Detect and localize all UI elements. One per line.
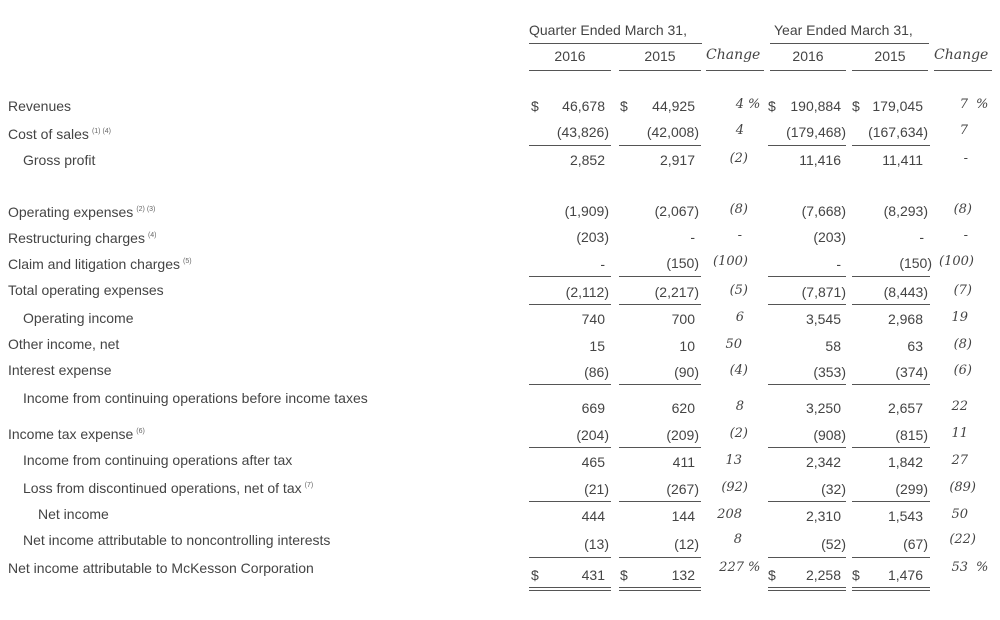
cell-y16-loss-discontinued-ops: (32) — [821, 481, 846, 497]
subtotal-rule — [768, 557, 846, 558]
cell-y15-loss-discontinued-ops: (299) — [895, 481, 928, 497]
total-double-rule — [529, 587, 611, 591]
cell-y15-operating-expenses: (8,293) — [883, 203, 928, 219]
cell-ychg-income-after-tax: 27 — [951, 453, 968, 468]
cell-y16-noncontrolling-interests: (52) — [821, 536, 846, 552]
header-underline-y-2015 — [852, 70, 928, 71]
dollar-sign: $ — [852, 567, 860, 583]
cell-ychg-income-tax-expense: 11 — [951, 426, 968, 441]
total-double-rule — [768, 587, 846, 591]
footnote-ref: (2) (3) — [136, 206, 156, 213]
cell-q16-cost-of-sales: (43,826) — [556, 124, 609, 140]
header-y-2015: 2015 — [874, 48, 906, 64]
header-q-change: Change — [706, 47, 761, 63]
cell-y15-claim-litigation-charges: (150) — [899, 255, 932, 271]
cell-qchg-net-income: 208 — [717, 507, 742, 522]
cell-q15-income-after-tax: 411 — [672, 454, 695, 470]
cell-qchg-other-income: 50 — [725, 337, 742, 352]
header-underline-y-2016 — [770, 70, 846, 71]
subtotal-rule — [619, 447, 701, 448]
cell-y15-operating-income: 2,968 — [887, 311, 923, 327]
footnote-ref: (7) — [304, 482, 314, 489]
row-label-total-operating-expenses: Total operating expenses — [8, 282, 164, 298]
row-label-noncontrolling-interests: Net income attributable to noncontrolling interests — [23, 532, 331, 548]
dollar-sign: $ — [852, 98, 860, 114]
subtotal-rule — [852, 501, 930, 502]
cell-q16-net-income: 444 — [581, 508, 605, 524]
quarter-group-header: Quarter Ended March 31, — [529, 22, 687, 38]
dollar-sign: $ — [531, 98, 539, 114]
cell-q16-claim-litigation-charges: - — [600, 256, 605, 272]
cell-q16-total-operating-expenses: (2,112) — [565, 284, 609, 300]
subtotal-rule — [852, 384, 930, 385]
cell-y16-total-operating-expenses: (7,871) — [801, 284, 846, 300]
footnote-ref: (6) — [136, 428, 145, 435]
subtotal-rule — [619, 145, 701, 146]
subtotal-rule — [619, 557, 701, 558]
cell-qchg-income-tax-expense: (2) — [729, 426, 748, 441]
subtotal-rule — [768, 145, 846, 146]
cell-ychg-operating-income: 19 — [951, 310, 968, 325]
row-label-claim-litigation-charges: Claim and litigation charges $^{(5)}$ — [8, 256, 192, 272]
quarter-group-rule — [529, 43, 702, 44]
dollar-sign: $ — [768, 567, 776, 583]
subtotal-rule — [529, 447, 611, 448]
header-underline-y-change — [934, 70, 992, 71]
total-double-rule — [619, 587, 701, 591]
cell-y15-income-before-taxes: 2,657 — [887, 400, 923, 416]
row-label-restructuring-charges: Restructuring charges $^{(4)}$ — [8, 230, 157, 246]
row-label-loss-discontinued-ops: Loss from discontinued operations, net of tax $^{(7)}$ — [23, 480, 314, 496]
cell-ychg-income-before-taxes: 22 — [951, 399, 968, 414]
cell-y15-other-income: 63 — [907, 338, 923, 354]
header-y-change: Change — [934, 47, 989, 63]
cell-qchg-loss-discontinued-ops: (92) — [721, 480, 748, 495]
header-q-2015: 2015 — [644, 48, 676, 64]
row-label-net-income: Net income — [38, 506, 109, 522]
cell-ychg-operating-expenses: (8) — [953, 202, 972, 217]
cell-y16-net-income: 2,310 — [805, 508, 841, 524]
cell-ychg-loss-discontinued-ops: (89) — [949, 480, 976, 495]
cell-ychg-total-operating-expenses: (7) — [953, 283, 972, 298]
cell-ychg-net-income-mckesson: 53 — [951, 560, 968, 575]
year-group-rule — [770, 43, 929, 44]
header-y-2016: 2016 — [792, 48, 824, 64]
subtotal-rule — [529, 384, 611, 385]
cell-qchg-interest-expense: (4) — [729, 363, 748, 378]
header-underline-q-2015 — [619, 70, 701, 71]
cell-ychg-other-income: (8) — [953, 337, 972, 352]
header-q-2016: 2016 — [554, 48, 586, 64]
cell-ychg-net-income: 50 — [951, 507, 968, 522]
cell-q16-operating-income: 740 — [581, 311, 605, 327]
cell-q15-net-income-mckesson: 132 — [671, 567, 695, 583]
footnote-ref: (1) (4) — [91, 128, 111, 135]
percent-sign: % — [748, 560, 761, 575]
percent-sign: % — [976, 97, 989, 112]
subtotal-rule — [768, 276, 846, 277]
cell-y16-revenues: 190,884 — [790, 98, 841, 114]
cell-q16-gross-profit: 2,852 — [569, 152, 605, 168]
row-label-income-before-taxes: Income from continuing operations before income taxes — [23, 390, 368, 406]
dollar-sign: $ — [768, 98, 776, 114]
row-label-operating-expenses: Operating expenses $^{(2) (3)}$ — [8, 204, 156, 220]
cell-qchg-total-operating-expenses: (5) — [729, 283, 748, 298]
cell-q15-other-income: 10 — [679, 338, 695, 354]
row-label-income-after-tax: Income from continuing operations after tax — [23, 452, 293, 468]
cell-q16-interest-expense: (86) — [584, 364, 609, 380]
cell-y15-revenues: 179,045 — [872, 98, 923, 114]
row-label-income-tax-expense: Income tax expense $^{(6)}$ — [8, 426, 145, 442]
footnote-ref: (4) — [147, 232, 157, 239]
subtotal-rule — [529, 501, 611, 502]
cell-y15-net-income-mckesson: 1,476 — [887, 567, 923, 583]
cell-y16-interest-expense: (353) — [813, 364, 846, 380]
subtotal-rule — [529, 276, 611, 277]
cell-ychg-interest-expense: (6) — [953, 363, 972, 378]
cell-q15-revenues: 44,925 — [652, 98, 695, 114]
subtotal-rule — [852, 276, 930, 277]
cell-q15-interest-expense: (90) — [674, 364, 699, 380]
cell-ychg-gross-profit: - — [963, 151, 968, 166]
cell-y15-cost-of-sales: (167,634) — [868, 124, 928, 140]
subtotal-rule — [852, 447, 930, 448]
cell-y15-net-income: 1,543 — [887, 508, 923, 524]
cell-y15-noncontrolling-interests: (67) — [903, 536, 928, 552]
cell-q15-gross-profit: 2,917 — [659, 152, 695, 168]
cell-q15-claim-litigation-charges: (150) — [666, 255, 699, 271]
cell-y15-income-tax-expense: (815) — [895, 427, 928, 443]
cell-ychg-revenues: 7 — [959, 97, 968, 112]
cell-q15-net-income: 144 — [671, 508, 695, 524]
cell-y16-income-before-taxes: 3,250 — [805, 400, 841, 416]
cell-qchg-operating-income: 6 — [735, 310, 744, 325]
cell-y16-restructuring-charges: (203) — [813, 229, 846, 245]
dollar-sign: $ — [620, 567, 628, 583]
cell-qchg-income-after-tax: 13 — [725, 453, 742, 468]
cell-q15-operating-income: 700 — [671, 311, 695, 327]
cell-q16-net-income-mckesson: 431 — [581, 567, 605, 583]
subtotal-rule — [619, 384, 701, 385]
cell-q16-income-tax-expense: (204) — [576, 427, 609, 443]
cell-q16-restructuring-charges: (203) — [576, 229, 609, 245]
row-label-interest-expense: Interest expense — [8, 362, 112, 378]
cell-q16-noncontrolling-interests: (13) — [584, 536, 609, 552]
cell-q15-noncontrolling-interests: (12) — [674, 536, 699, 552]
cell-q15-restructuring-charges: - — [690, 229, 695, 245]
cell-qchg-income-before-taxes: 8 — [735, 399, 744, 414]
year-group-header: Year Ended March 31, — [774, 22, 913, 38]
cell-y16-other-income: 58 — [825, 338, 841, 354]
subtotal-rule — [768, 447, 846, 448]
cell-y15-interest-expense: (374) — [895, 364, 928, 380]
row-label-operating-income: Operating income — [23, 310, 134, 326]
cell-q16-income-before-taxes: 669 — [581, 400, 605, 416]
cell-q15-income-before-taxes: 620 — [671, 400, 695, 416]
subtotal-rule — [619, 276, 701, 277]
cell-y16-claim-litigation-charges: - — [836, 256, 841, 272]
subtotal-rule — [852, 557, 930, 558]
cell-q15-income-tax-expense: (209) — [666, 427, 699, 443]
footnote-ref: (5) — [182, 258, 192, 265]
subtotal-rule — [529, 557, 611, 558]
cell-q15-operating-expenses: (2,067) — [654, 203, 699, 219]
percent-sign: % — [748, 97, 761, 112]
dollar-sign: $ — [531, 567, 539, 583]
cell-y16-operating-income: 3,545 — [805, 311, 841, 327]
subtotal-rule — [852, 145, 930, 146]
subtotal-rule — [852, 304, 930, 305]
subtotal-rule — [529, 145, 611, 146]
row-label-cost-of-sales: Cost of sales $^{(1) (4)}$ — [8, 126, 111, 142]
subtotal-rule — [529, 304, 611, 305]
cell-y15-income-after-tax: 1,842 — [887, 454, 923, 470]
cell-y16-income-after-tax: 2,342 — [805, 454, 841, 470]
cell-y16-income-tax-expense: (908) — [813, 427, 846, 443]
cell-y16-cost-of-sales: (179,468) — [786, 124, 846, 140]
cell-q16-revenues: 46,678 — [562, 98, 605, 114]
cell-qchg-noncontrolling-interests: 8 — [733, 532, 742, 547]
cell-y16-operating-expenses: (7,668) — [801, 203, 846, 219]
cell-qchg-restructuring-charges: - — [737, 228, 742, 243]
cell-qchg-net-income-mckesson: 227 — [719, 560, 744, 575]
subtotal-rule — [768, 501, 846, 502]
cell-ychg-restructuring-charges: - — [963, 228, 968, 243]
cell-ychg-cost-of-sales: 7 — [959, 123, 968, 138]
cell-q15-loss-discontinued-ops: (267) — [666, 481, 699, 497]
percent-sign: % — [976, 560, 989, 575]
subtotal-rule — [768, 384, 846, 385]
header-underline-q-2016 — [529, 70, 611, 71]
cell-q16-loss-discontinued-ops: (21) — [584, 481, 609, 497]
cell-y16-gross-profit: 11,416 — [799, 152, 841, 168]
cell-qchg-gross-profit: (2) — [729, 151, 748, 166]
cell-ychg-noncontrolling-interests: (22) — [949, 532, 976, 547]
cell-y15-restructuring-charges: - — [919, 229, 924, 245]
cell-q16-operating-expenses: (1,909) — [564, 203, 609, 219]
cell-y16-net-income-mckesson: 2,258 — [805, 567, 841, 583]
dollar-sign: $ — [620, 98, 628, 114]
cell-q16-income-after-tax: 465 — [581, 454, 605, 470]
row-label-other-income: Other income, net — [8, 336, 120, 352]
cell-q15-cost-of-sales: (42,008) — [646, 124, 699, 140]
cell-qchg-cost-of-sales: 4 — [735, 123, 744, 138]
subtotal-rule — [619, 304, 701, 305]
cell-qchg-revenues: 4 — [735, 97, 744, 112]
cell-y15-gross-profit: 11,411 — [882, 152, 923, 168]
row-label-gross-profit: Gross profit — [23, 152, 96, 168]
cell-ychg-claim-litigation-charges: (100) — [939, 254, 974, 269]
cell-q15-total-operating-expenses: (2,217) — [654, 284, 699, 300]
subtotal-rule — [619, 501, 701, 502]
total-double-rule — [852, 587, 930, 591]
header-underline-q-change — [706, 70, 764, 71]
row-label-net-income-mckesson: Net income attributable to McKesson Corporation — [8, 560, 314, 576]
cell-y15-total-operating-expenses: (8,443) — [883, 284, 928, 300]
cell-qchg-claim-litigation-charges: (100) — [713, 254, 748, 269]
subtotal-rule — [768, 304, 846, 305]
cell-q16-other-income: 15 — [589, 338, 605, 354]
row-label-revenues: Revenues — [8, 98, 72, 114]
cell-qchg-operating-expenses: (8) — [729, 202, 748, 217]
